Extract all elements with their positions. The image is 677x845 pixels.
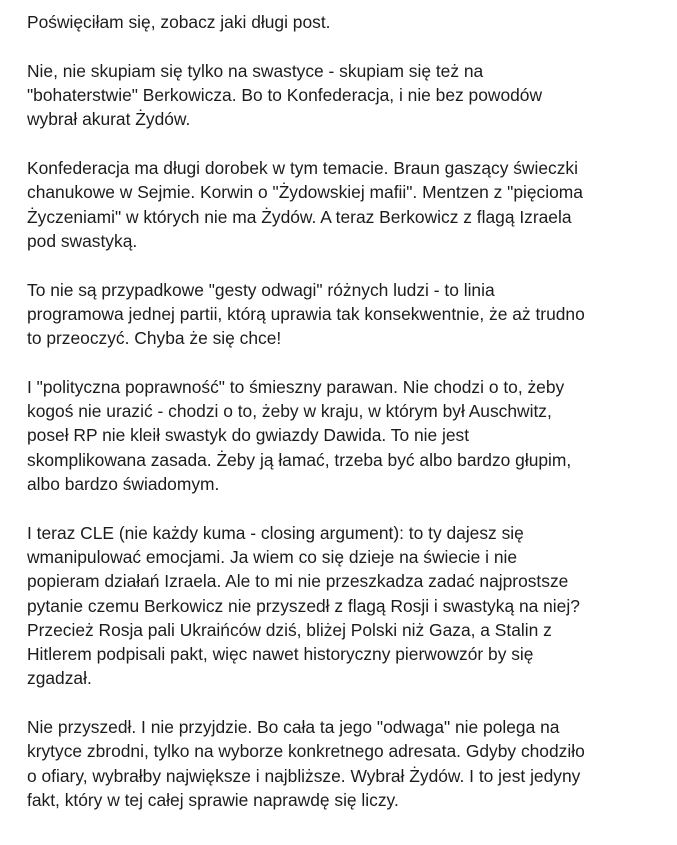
text-line: Nie przyszedł. I nie przyjdzie. Bo cała ta jego "odwaga" nie polega na [27, 717, 560, 738]
text-line: to przeoczyć. Chyba że się chce! [27, 328, 282, 349]
text-line: skomplikowana zasada. Żeby ją łamać, trzeba być albo bardzo głupim, [27, 449, 572, 470]
text-line: Poświęciłam się, zobacz jaki długi post. [27, 12, 331, 32]
text-line: pytanie czemu Berkowicz nie przyszedł z flagą Rosji i swastyką na niej? [27, 595, 580, 616]
post-paragraph-5 [27, 375, 667, 496]
text-line: chanukowe w Sejmie. Korwin o "Żydowskiej mafii". Mentzen z "pięcioma [27, 182, 583, 203]
text-line: poseł RP nie kleił swastyk do gwiazdy Dawida. To nie jest [27, 425, 470, 446]
text-line: Przecież Rosja pali Ukraińców dziś, bliżej Polski niż Gaza, a Stalin z [27, 619, 552, 640]
post-paragraph-4 [27, 278, 667, 351]
text-line: popieram działań Izraela. Ale to mi nie przeszkadza zadać najprostsze [27, 571, 569, 592]
text-line: zgadzał. [27, 668, 92, 689]
text-line: Nie, nie skupiam się tylko na swastyce - skupiam się też na [27, 60, 484, 81]
text-line: kogoś nie urazić - chodzi o to, żeby w kraju, w którym był Auschwitz, [27, 401, 552, 422]
post-paragraph-7 [27, 715, 667, 812]
text-line: wmanipulować emocjami. Ja wiem co się dzieje na świecie i nie [27, 547, 518, 567]
text-line: o ofiary, wybrałby największe i najbliższe. Wybrał Żydów. I to jest jedyny [27, 765, 581, 786]
post-body [27, 10, 667, 812]
text-line: I teraz CLE (nie każdy kuma - closing argument): to ty dajesz się [27, 522, 524, 543]
text-line: To nie są przypadkowe "gesty odwagi" różnych ludzi - to linia [27, 279, 495, 300]
text-line: Hitlerem podpisali pakt, więc nawet historyczny pierwowzór by się [27, 644, 534, 665]
text-line: wybrał akurat Żydów. [27, 109, 191, 130]
text-line: programowa jednej partii, którą uprawia tak konsekwentnie, że aż trudno [27, 303, 585, 324]
text-line: albo bardzo świadomym. [27, 474, 220, 495]
post-paragraph-1 [27, 10, 667, 34]
post-paragraph-6 [27, 521, 667, 691]
text-line: Życzeniami" w których nie ma Żydów. A teraz Berkowicz z flagą Izraela [27, 206, 572, 227]
text-line: pod swastyką. [27, 230, 138, 251]
post-paragraph-2 [27, 59, 667, 132]
text-line: Konfederacja ma długi dorobek w tym temacie. Braun gaszący świeczki [27, 157, 578, 178]
post-paragraph-3 [27, 156, 667, 253]
text-line: "bohaterstwie" Berkowicza. Bo to Konfederacja, i nie bez powodów [27, 84, 543, 105]
text-line: krytyce zbrodni, tylko na wyborze konkretnego adresata. Gdyby chodziło [27, 741, 585, 762]
text-line: I "polityczna poprawność" to śmieszny parawan. Nie chodzi o to, żeby [27, 376, 565, 397]
text-line: fakt, który w tej całej sprawie naprawdę się liczy. [27, 790, 399, 811]
